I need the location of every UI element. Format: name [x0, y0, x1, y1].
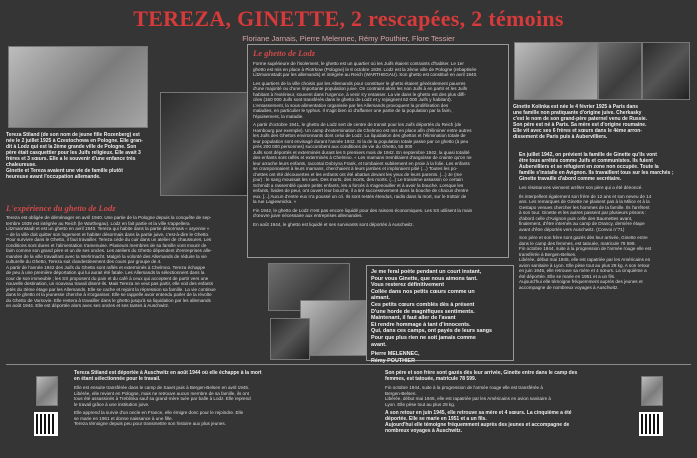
ginette-story-1-line: famille s'installe en Avignon. Ils travaillent tous sur les marchés ; [519, 170, 674, 176]
lodz-experience-paragraph-line: en août 1944. Elle est déportée alors avec ses oncles et ses tantes à Auschwitz. [6, 303, 170, 308]
poem-lines-line: D'une horde de magnifiques sentiments. [371, 308, 475, 315]
poem-lines-line: aimant. [371, 295, 390, 302]
tereza-portrait [36, 376, 58, 406]
ginette-return-line: Aujourd'hui elle témoigne fréquemment auprès des jeunes et accompagne de [385, 422, 570, 428]
ghetto-para-3-line: eux. [...] Aucun d'entre eux n'a poussé un cri. Ils sont restés étendus, raidis dans la mort, sur le trottoir de [253, 193, 467, 199]
ginette-camp [385, 370, 615, 382]
tereza-group-photo [8, 46, 148, 128]
tereza-intro-text-line: Tereza Stiland (de son nom de jeune fille Rozenberg) est [6, 132, 140, 138]
ghetto-para-2-line: l'épuisement, la maladie. [253, 113, 304, 119]
ghetto-para-5-line: En août 1944, le ghetto est liquidé et ses survivants sont déportés à Auschwitz. [253, 221, 414, 227]
ginette-after-text [385, 370, 615, 434]
poem-lines-line: Et rendre hommage à tant d'innocents. [371, 321, 471, 328]
ginette-story-3-line: avant d'être déportés vers Auschwitz. (Convoi n°71) [519, 226, 625, 232]
ghetto-para-5 [253, 222, 503, 228]
lodz-experience-text [6, 215, 258, 309]
ginette-transfer-line: Bergen-Belsen. [385, 390, 417, 396]
tereza-liberation [74, 385, 270, 407]
tereza-intro-text-line: frères et 3 sœurs. Elle a le souvenir d'une enfance très [6, 156, 136, 162]
poem-lines-line: Pour que plus rien ne soit jamais comme [371, 334, 476, 341]
ginette-story-1-line: Aubervilliers et se réfugient en zone non occupée. Toute la [519, 164, 659, 170]
ghetto-para-3 [253, 122, 503, 205]
tereza-deportation-line: Tereza Stiland est déportée à Auschwitz en août 1944 où elle échappe à la mort [74, 370, 262, 376]
ghetto-para-2-line: maladies, en particulier le typhus. Il s'agit bien ici d'affamer une partie de la population par la faim, [253, 108, 452, 113]
tereza-intro-text-line: dit à Lodz qui est la 2ème grande ville de Pologne. Son [6, 144, 137, 150]
ginette-story [519, 152, 691, 290]
ginette-photo-2 [598, 42, 642, 100]
ginette-story-4-line: dans le camp des femmes, est tatouée, matricule 78 599. [519, 240, 636, 246]
poster-authors: Floriane Jarnais, Pierre Melennec, Rémy Pouthier, Flore Tessier [242, 34, 455, 43]
poem-lines-line: Maintenant, il faut aller de l'avant [371, 315, 456, 322]
ginette-transfer [385, 385, 615, 407]
ghetto-para-3-line: Juifs sont déportés et exterminés durant les 5 premiers mois de 1942. En septembre 1942, la quasi totalité [253, 149, 470, 155]
ginette-camp-line: femmes, est tatouée, matricule 78 599. [385, 376, 477, 382]
ginette-intro-text [513, 104, 691, 140]
poem-lines-line: Pour vous Ginette, que nous aimons tant. [371, 275, 478, 282]
tereza-liberation-line: Libérée, elle revient en Pologne, mais ne retrouve aucun membre de sa famille, ils ont [74, 390, 249, 396]
poem-signature-line: Rémy POUTHIER [371, 357, 416, 364]
tereza-liberation-line: Elle est ensuite transférée dans le camp de Saxet puis à Bergen-Belsen en avril 1945. [74, 385, 250, 390]
lodz-experience-paragraph-line: jetés du 3ème étage par les Allemands. Elle se cache et rejoint la répression sa famille. La vie continue [6, 286, 216, 292]
lodz-experience-heading: L'expérience du ghetto de Lodz [6, 203, 116, 213]
tereza-liberation-line: le travail grâce à une institution juive. [74, 401, 150, 407]
lodz-experience-paragraph-line: cour de son immeuble ; les SS proposent du pain et du café à ceux qui acceptent de partir vers une [6, 275, 209, 281]
poem-lines-line: Ces petits cœurs comblés dès à présent [371, 301, 475, 308]
lodz-experience-paragraph-line: dans le ghetto et la jeunesse cherche à s'organiser. Elle se rappelle avoir entendu parler de la révolte [6, 292, 212, 297]
tereza-intro-text-line: heureuse avant l'occupation allemande. [6, 174, 101, 180]
ghetto-para-3-line: près 200 000 personnes) succombent aux conditions de vie du Ghetto, 55 000 [253, 144, 413, 149]
ghetto-para-2 [253, 81, 503, 120]
tereza-after-text [74, 370, 270, 427]
ginette-story-3-line: Ils interpellent également son frère de 12 ans et son neveu de 14 [519, 193, 652, 199]
poem-lines [371, 269, 509, 348]
ginette-intro-text-line: Son père est né à Paris. Sa mère est d'origine roumaine. [513, 122, 647, 128]
ghetto-para-3-line: la rue Lagiewnicka. » [253, 199, 297, 204]
tereza-intro [6, 132, 152, 180]
ghetto-para-3-line: enfants, livides de peur, ont ouvert leur bouche, il a tiré successivement dans la bouche de chacun d'entre [253, 188, 469, 193]
tereza-today-line: Tereza témoigne depuis peu pour transmettre son histoire aux plus jeunes. [74, 421, 226, 426]
ginette-story-4-line: Aujourd'hui elle témoigne fréquemment auprès des jeunes et [519, 279, 643, 284]
ginette-intro-text-line: dissement de Paris puis à Aubervilliers. [513, 134, 608, 140]
lodz-experience-paragraph-line: culturelle du Ghetto, Tereza suit clandestinement des cours par groupe de 4. [6, 259, 162, 264]
ginette-portrait [641, 376, 663, 406]
tereza-intro-text-line: née le 2 juillet 1925 à Czestochowa en Pologne. Elle gran- [6, 138, 143, 144]
ghetto-para-3-line: leur arrache leurs enfants, racontai Dobryna Frank, et tombaient subitement en proie à la folie. Les enfants [253, 160, 470, 166]
tereza-today-line: se marie en 1961 et donne naissance à une fille. [74, 415, 173, 421]
lodz-experience-paragraph-line: faim comme son grand père et un de ses oncles. Les ateliers du Ghetto dépendent d'entreprises alle- [6, 248, 212, 253]
ginette-transfer-line: Libérée, début mai 1945, elle est rapatriée par les Américains en avion sanitaire à [385, 396, 551, 401]
ginette-story-2-line: Les résistances viennent arrêter son père qui a été dénoncé. [519, 185, 643, 190]
ginette-intro-text-line: Elle vit avec ses 6 frères et sœurs dans le 4ème arron- [513, 128, 642, 134]
ginette-story-1-line: Ginette travaille d'abord comme secrétaire. [519, 176, 622, 182]
ghetto-photo [160, 92, 258, 196]
tereza-deportation-line: en étant sélectionnée pour le travail. [74, 376, 161, 382]
ginette-return [385, 410, 615, 434]
tereza-intro-text-line: chaleureuse. [6, 162, 37, 168]
lodz-experience-paragraph-line: mandes de la ville travaillant avec la Wehrmacht. Malgré la volonté des Allemands de réduire la vie [6, 253, 207, 259]
ginette-transfer-line: Fin octobre 1944, suite à la progression de l'armée rouge elle est transférée à [385, 385, 543, 390]
lodz-experience-paragraph-line: – de la ville doit quitter son logement et habiter désormais dans la partie juive, c'est-à-dire le Ghetto. [6, 231, 210, 237]
ginette-story-3-line: finalement, d'être internés au camp de Drancy, dernière étape [519, 221, 645, 226]
tereza-today [74, 410, 270, 427]
ghetto-para-3-line: des enfants sont raflés et exterminés à Chelmno. « Les mamans tremblaient d'angoisse de crainte qu'on ne [253, 155, 472, 160]
ghetto-para-2-line: d'une majorité ou d'une importante population juive. On contraint alors les non Juifs à en partir et les Juifs [253, 86, 468, 91]
ginette-return-line: déportée. Elle se marie en 1951 et a un fils. [385, 416, 487, 422]
lodz-experience-paragraph-line: A partir de l'année 1942 des Juifs du Ghetto sont raflés et exterminés à Chelmno. Tereza échappe [6, 264, 206, 270]
lodz-experience-paragraph-line: Litzmannstadt et est un ghetto en avril 1940. Tereza qui habite dans la partie désormais « aryenne » [6, 226, 210, 231]
tereza-today-line: Elle apprend la survie d'un oncle en France, elle émigre donc pour le rejoindre. Elle [74, 410, 244, 415]
ginette-story-3 [519, 194, 691, 233]
ghetto-para-1-line: Forme supérieure de l'isolement, le ghetto est un quartier où les Juifs étaient contraints d'habiter. Le 1er [253, 61, 464, 66]
lodz-experience-paragraph-line: tembre 1939 est intégrée au Reich (le Warthegau). Lodz en fait partie et la ville s'appellera [6, 220, 190, 226]
ginette-story-4-line: en juin 1945, elle retrouve sa mère et 4 sœurs. La cinquième a [519, 268, 647, 273]
lodz-experience-paragraph-line: de peu à une première déportation qui lui aurait été fatale. Les Allemands la sélectionnent dans la [6, 270, 205, 275]
ginette-story-4-line: été déportée. Elle se marie en 1951 et a un fils. [519, 273, 616, 279]
tereza-qr-code[interactable] [34, 412, 58, 436]
ginette-story-4-line: accompagne de nombreux voyages à Auschwitz. [519, 284, 619, 290]
ginette-story-1-line: En juillet 1942, on prévient la famille de Ginette qu'ils vont [519, 152, 657, 158]
poem-lines-line: avant. [371, 341, 387, 348]
ginette-story-3-line: à son tour. Ginette et les autres passent par plusieurs prisons : [519, 210, 647, 215]
ginette-transfer-line: Lyon. Elle pèse tout au plus 28 kg. [385, 401, 456, 407]
poem-lines-line: Je me feral poète pendant un court instant, [371, 269, 482, 275]
lodz-experience-paragraph-line: nouvelle destination, un nouveau travail disent-ils. Mais Tereza ne veut pas partir, elle voit des enfants [6, 281, 214, 286]
lodz-experience-paragraph-line: conditions sont dures et l'alimentation s'amenuise. Plusieurs membres de sa famille vont mourir de [6, 242, 207, 248]
bottom-divider [6, 364, 691, 365]
ghetto-para-1-line: ghetto est mis en place à Piotrkow (Pologne) le 8 octobre 1939. Lodz est la 2ème ville de Pologne (rebaptisée [253, 66, 477, 72]
ginette-intro-text-line: une famille non pratiquante d'origine juive. Cherkasky [513, 110, 642, 116]
tereza-intro-text-line: père était casquettier pour les Juifs religieux. Elle avait 3 [6, 150, 141, 156]
lodz-experience-paragraph-line: Pour survivre dans le Ghetto, il faut travailler. Tereza cède du cuir dans un atelier de chaussures. Les [6, 237, 212, 242]
ginette-return-line: nombreux voyages à Auschwitz. [385, 428, 463, 434]
tereza-intro-text-line: Ginette et Tereza avaient une vie de famille plutôt [6, 168, 123, 174]
tereza-deportation [74, 370, 270, 382]
ginette-story-3-line: ans. Les remarques de Ginette ne plaisent pas à la Milice et à la [519, 199, 650, 204]
ginette-qr-code[interactable] [639, 412, 663, 436]
poem-lines-line: Collée dans nos petits cœurs comme un [371, 288, 475, 295]
ginette-story-1-line: être tous arrêtés comme Juifs et communistes. Ils fuient [519, 158, 653, 164]
ghetto-para-1 [253, 61, 503, 78]
tereza-liberation-line: tous été assassinés à Treblinka sauf sa grand-mère tuée par balle à Lodz. Elle reprend [74, 396, 251, 401]
ginette-story-3-line: Gestapo venues chercher les hommes de la famille. Ils l'arrêtent [519, 204, 650, 210]
ginette-story-4-line: avion sanitaire à Lyon. Elle pèse tout au plus 28 kg. A son retour [519, 262, 650, 268]
ghetto-para-2-line: habitant à l'extérieur, souvent dans l'urgence, à venir s'y entasser. La vie dans le ghetto est des plus diffi- [253, 91, 466, 97]
ghetto-para-3-line: chettes ont été découvertes et les enfants ont été abattus devant les yeux de leurs parents. (...) Je (me [253, 171, 462, 177]
poem-signature-line: Pierre MELENNEC, [371, 351, 420, 358]
lodz-experience-paragraph-line: du Ghetto de Varsovie. Elle restera à travailler dans le ghetto jusqu'à sa liquidation par les allemands [6, 297, 211, 303]
camp-photo-2 [300, 300, 370, 356]
ginette-story-2 [519, 185, 691, 191]
ginette-story-4-line: transférée à Bergen-Belsen. [519, 251, 577, 257]
ginette-camp-line: Son père et son frère sont gazés dès leur arrivée, Ginette entre dans le camp des [385, 370, 578, 376]
ghetto-para-3-line: Hambourg par exemple). Un camp d'extermination de Chelmno est mis en place afin d'éliminer entre autres [253, 127, 472, 133]
ginette-story-1 [519, 152, 691, 182]
ginette-story-4-line: Libérée, début mai 1945, elle est rapatriée par les Américains en [519, 257, 651, 262]
ghetto-para-3-line: jour) : le sang moussait les rues. Des morts, des morts, des morts. (...) Le troisième assassin ce certain [253, 177, 463, 182]
poem-lines-line: Qui, dans ces camps, ont payés de leurs sangs [371, 328, 493, 335]
lodz-experience-paragraph [6, 215, 258, 309]
ghetto-para-3-line: les Juifs des Ghettos environnants dont celui de Lodz. La liquidation des ghettos et l'élimination totale de [253, 133, 466, 138]
ghetto-para-4 [253, 208, 503, 219]
ghetto-para-3-line: leur population sont envisagé durant l'année 1942. Si la de la population totale passe par ce ghetto (à peu [253, 138, 469, 144]
ghetto-para-4-line: d'œuvre juive nécessaire aux entreprises allemandes. [253, 213, 363, 218]
ghetto-para-2-line: L'entassement, la sous-alimentation organisée par les Allemands provoquent la prolifération des [253, 102, 449, 108]
ginette-return-line: A son retour en juin 1945, elle retrouve sa mère et 4 sœurs. La cinquième a été [385, 410, 572, 416]
ginette-photo-3 [642, 42, 690, 100]
poem-lines-line: Vous resterez définitivement [371, 282, 444, 289]
ghetto-lodz-box [247, 44, 509, 258]
ginette-story-3-line: d'abord celle d'Avignon puis celle des Baumettes avant, [519, 215, 633, 221]
poem-box [366, 265, 514, 364]
ginette-photo-1 [514, 42, 598, 100]
ghetto-para-2-line: Les quartiers de la ville choisis par les Allemands pour constituer le ghetto étaient généralement pauvres [253, 80, 466, 86]
camp-photo-3 [270, 318, 310, 360]
ghetto-para-1-line: Litzmannstadt par les allemands) et intégrée au Reich (WARTHEGAU). Son ghetto est constitué en avril 1940. [253, 72, 478, 77]
ghetto-lodz-heading: Le ghetto de Lodz [253, 48, 316, 58]
poem-signature [371, 351, 509, 364]
poster-title: TEREZA, GINETTE, 2 rescapées, 2 témoins [133, 6, 564, 31]
ghetto-para-3-line: A partir d'octobre 1941, le ghetto de Lodz sert de centre de transit pour les Juifs déportés du Reich (de [253, 122, 462, 127]
ginette-intro-text-line: Ginette Kolinka est née le 4 février 1925 à Paris dans [513, 104, 639, 110]
ghetto-para-3-line: se cramponnaient à leurs mamans, cherchaient à leurs jambes et imploraient pitié (...) Toutes les po- [253, 166, 458, 171]
ghetto-para-2-line: ciles (160 000 Juifs sont transférés dans le ghetto de Lodz et y rejoignent 62 000 Juifs y habitant). [253, 97, 452, 102]
lodz-experience-paragraph-line: Tereza est obligée de déménager en avril 1940. Une partie de la Pologne depuis la conquête de sep- [6, 215, 212, 220]
ginette-story-4-line: Fin octobre 1944, suite à la progression de l'armée rouge elle est [519, 246, 652, 251]
ginette-story-4 [519, 235, 691, 290]
ghetto-para-3-line: Schmidt a rassemblé quatre petits enfants, les a forcés à s'agenouiller et à avoir la bouche. Lorsque les [253, 182, 464, 188]
tereza-intro-text [6, 132, 152, 180]
ginette-intro-text-line: c'est le nom de son grand-père paternel venu de Russie. [513, 116, 648, 122]
ginette-story-4-line: Son père et son frère sont gazés dès leur arrivée, Ginette entre [519, 235, 648, 240]
ghetto-para-4-line: Fin 1942, le ghetto de Lodz n'est pas encore liquidé pour des raisons économiques. Les SS utilisent la main [253, 207, 473, 213]
ginette-intro [513, 104, 691, 140]
